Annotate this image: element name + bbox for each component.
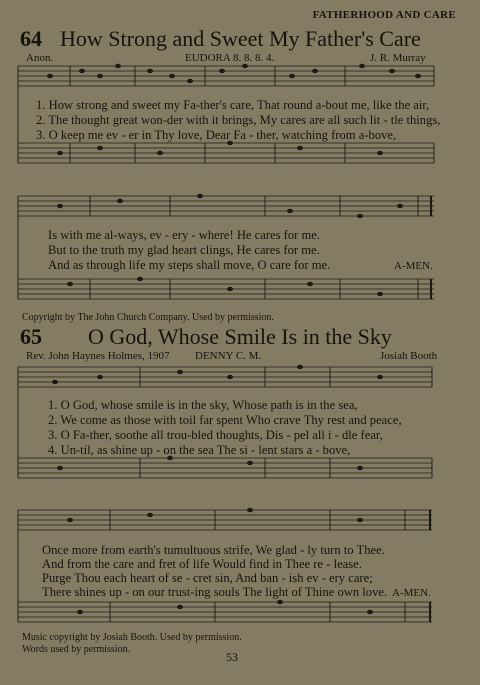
hymn-64-tune: EUDORA 8. 8. 8. 4. — [185, 52, 275, 64]
hymn-65-title: O God, Whose Smile Is in the Sky — [88, 324, 392, 349]
hymn-65-words-credit: Words used by permission. — [22, 644, 131, 655]
hymn-64-author: Anon. — [26, 52, 54, 64]
hymn-64-copyright: Copyright by The John Church Company. Used by permission. — [22, 312, 274, 323]
hymn-65-verse-3-line-a: 3. O Fa-ther, soothe all trou-bled thoughts, Dis - pel all i - dle fear, — [48, 428, 383, 442]
hymn-65-composer: Josiah Booth — [380, 350, 438, 362]
hymn-64-verse-3-line-a: 3. O keep me ev - er in Thy love, Dear Fa - ther, watching from a-bove, — [36, 128, 397, 142]
hymn-64-verse-2-line-a: 2. The thought great won-der with it brings, My cares are all such lit - tle things, — [36, 113, 441, 127]
hymn-65-number: 65 — [20, 324, 42, 349]
hymn-64-verse-2-line-b: But to the truth my glad heart clings, He cares for me. — [48, 243, 320, 257]
hymn-65-author: Rev. John Haynes Holmes, 1907 — [26, 350, 170, 362]
hymn-64-amen: A-MEN. — [394, 260, 433, 272]
hymn-65-copyright: Music copyright by Josiah Booth. Used by permission. — [22, 632, 242, 643]
hymn-65-verse-2-line-b: And from the care and fret of life Would find in Thee re - lease. — [42, 557, 362, 571]
hymn-64-verse-3-line-b: And as through life my steps shall move, O care for me. — [48, 258, 331, 272]
hymn-64-composer: J. R. Murray — [370, 52, 426, 64]
hymn-65-verse-4-line-a: 4. Un-til, as shine up - on the sea The si - lent stars a - bove, — [48, 443, 351, 457]
hymn-65-tune: DENNY C. M. — [195, 350, 262, 362]
hymn-65-amen: A-MEN. — [392, 587, 431, 599]
hymn-65-verse-1-line-b: Once more from earth's tumultuous strife, We glad - ly turn to Thee. — [42, 543, 385, 557]
hymn-65-verse-4-line-b: There shines up - on our trust-ing souls The light of Thine own love. — [42, 585, 388, 599]
hymn-65-verse-2-line-a: 2. We come as those with toil far spent Who crave Thy rest and peace, — [48, 413, 402, 427]
staff-lines — [18, 66, 434, 86]
section-header: FATHERHOOD AND CARE — [312, 9, 456, 21]
hymn-65-verse-3-line-b: Purge Thou each heart of se - cret sin, And ban - ish ev - ery care; — [42, 571, 373, 585]
hymn-65-verse-1-line-a: 1. O God, whose smile is in the sky, Whose path is in the sea, — [48, 398, 358, 412]
page-number: 53 — [226, 650, 238, 664]
hymn-64-verse-1-line-b: Is with me al-ways, ev - ery - where! He cares for me. — [48, 228, 321, 242]
hymn-64-number: 64 — [20, 26, 42, 51]
hymn-64-title: How Strong and Sweet My Father's Care — [60, 26, 421, 51]
hymn-64-verse-1-line-a: 1. How strong and sweet my Fa-ther's care, That round a-bout me, like the air, — [36, 98, 430, 112]
